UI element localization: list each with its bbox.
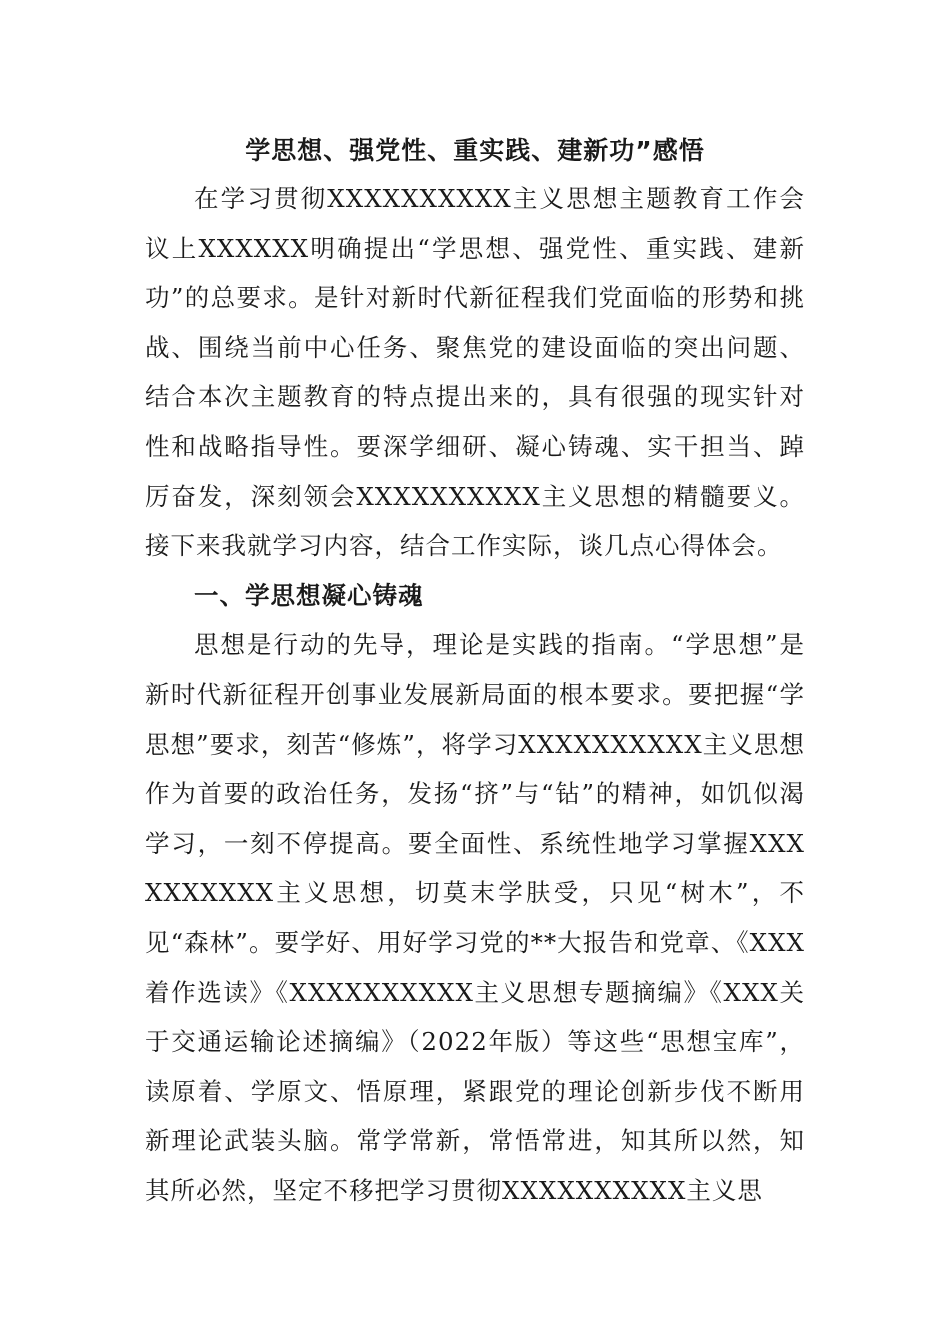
section-1-paragraph: 思想是行动的先导，理论是实践的指南。“学思想”是新时代新征程开创事业发展新局面的根本要求。要把握“学思想”要求，刻苦“修炼”，将学习XXXXXXXXXX主义思想作为首要的政治任务，发扬“挤”与“钻”的精神，如饥似渴学习，一刻不停提高。要全面性、系统性地学习掌握XXXXXXXXXX主义思想，切莫末学肤受，只见“树木”，不见“森林”。要学好、用好学习党的**大报告和党章、《XXX着作选读》《XXXXXXXXXX主义思想专题摘编》《XXX关于交通运输论述摘编》（2022年版）等这些“思想宝库”，读原着、学原文、悟原理，紧跟党的理论创新步伐不断用新理论武装头脑。常学常新，常悟常进，知其所以然，知其所必然，坚定不移把学习贯彻XXXXXXXXXX主义思 bbox=[145, 630, 805, 1205]
document-title: 学思想、强党性、重实践、建新功”感悟 bbox=[245, 136, 705, 165]
section-heading-1: 一、学思想凝心铸魂 bbox=[194, 580, 424, 610]
document-page bbox=[145, 128, 805, 1215]
intro-paragraph: 在学习贯彻XXXXXXXXXX主义思想主题教育工作会议上XXXXXX明确提出“学思想、强党性、重实践、建新功”的总要求。是针对新时代新征程我们党面临的形势和挑战、围绕当前中心任务、聚焦党的建设面临的突出问题、结合本次主题教育的特点提出来的，具有很强的现实针对性和战略指导性。要深学细研、凝心铸魂、实干担当、踔厉奋发，深刻领会XXXXXXXXXX主义思想的精髓要义。接下来我就学习内容，结合工作实际，谈几点心得体会。 bbox=[145, 184, 805, 561]
